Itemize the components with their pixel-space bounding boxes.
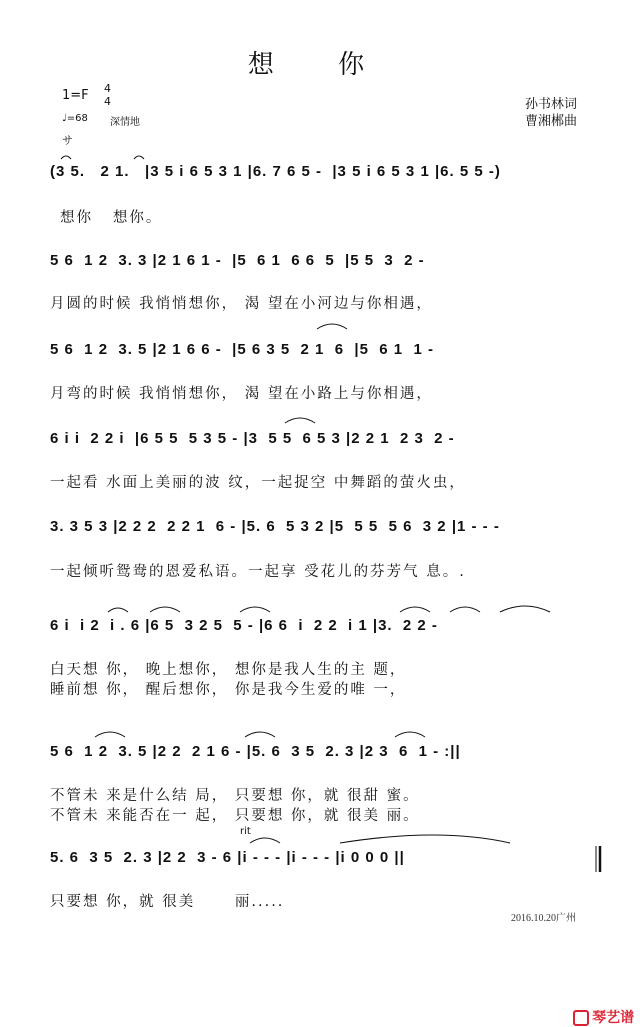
slur — [240, 607, 270, 612]
notation-line-4: 6 i i 2 2 i |6 5 5 5 3 5 - |3 5 5 6 5 3 |2 2 1 2 3 2 - — [50, 430, 455, 447]
notation-line-1: (3 5. 2 1. |3 5 i 6 5 3 1 |6. 7 6 5 - |3 5 i 6 5 3 1 |6. 5 5 -) — [50, 163, 501, 180]
time-signature-top: 4 — [104, 82, 111, 95]
notation-line-3: 5 6 1 2 3. 5 |2 1 6 6 - |5 6 3 5 2 1 6 |5 6 1 1 - — [50, 341, 434, 358]
slur — [400, 607, 430, 612]
lyric-line-3: 月弯的时候 我悄悄想你， 渴 望在小路上与你相遇， — [50, 386, 433, 402]
slur — [285, 418, 315, 423]
slur — [395, 732, 425, 737]
lyric-line-6a: 白天想 你， 晚上想你， 想你是我人生的主 题， — [50, 662, 407, 678]
watermark-text: 琴艺谱 — [592, 1010, 635, 1026]
lyric-line-7b: 不管未 来能否在一 起， 只要想 你，就 很美 丽。 — [50, 808, 420, 824]
slur — [340, 835, 510, 843]
slur — [108, 608, 128, 612]
slur — [317, 324, 347, 329]
fermata-arc — [61, 156, 71, 159]
slur — [500, 606, 550, 612]
slur — [450, 607, 480, 612]
notation-line-6: 6 i i 2 i . 6 |6 5 3 2 5 5 - |6 6 i 2 2 i 1 |3. 2 2 - — [50, 617, 438, 634]
notation-line-5: 3. 3 5 3 |2 2 2 2 2 1 6 - |5. 6 5 3 2 |5 5 5 5 6 3 2 |1 - - - — [50, 518, 500, 535]
slur — [250, 838, 280, 843]
lyric-line-7a: 不管未 来是什么结 局， 只要想 你，就 很甜 蜜。 — [50, 788, 420, 804]
composer-credit: 曹湘郴曲 — [525, 114, 578, 129]
notation-line-8: 5. 6 3 5 2. 3 |2 2 3 - 6 |i - - - |i - - - |i 0 0 0 || — [50, 849, 405, 866]
notation-line-2: 5 6 1 2 3. 3 |2 1 6 1 - |5 6 1 6 6 5 |5 5 3 2 - — [50, 252, 425, 269]
song-title: 想 你 — [247, 50, 393, 80]
slur — [245, 732, 275, 737]
lyric-line-5: 一起倾听鸳鸯的恩爱私语。一起享 受花儿的芬芳气 息。. — [50, 564, 466, 580]
time-signature-bottom: 4 — [104, 95, 111, 108]
notation-line-7: 5 6 1 2 3. 5 |2 2 2 1 6 - |5. 6 3 5 2. 3 |2 3 6 1 - :|| — [50, 743, 461, 760]
slur — [95, 732, 125, 737]
lyric-line-8: 只要想 你，就 很美 丽..... — [50, 894, 285, 910]
lyric-line-4: 一起看 水面上美丽的波 纹，一起捉空 中舞蹈的萤火虫， — [50, 475, 466, 491]
free-tempo-mark: サ — [62, 134, 73, 147]
lyric-line-2: 月圆的时候 我悄悄想你， 渴 望在小河边与你相遇， — [50, 296, 433, 312]
expression-mark: 深情地 — [110, 117, 140, 128]
date-place: 2016.10.20广州 — [511, 913, 576, 924]
key-signature: 1=F — [62, 88, 89, 103]
slur — [150, 607, 180, 612]
tempo-mark: ♩=68 — [62, 113, 88, 124]
lyric-line-6b: 睡前想 你， 醒后想你， 你是我今生爱的唯 一， — [50, 682, 407, 698]
ritardando-mark: rit — [240, 826, 251, 837]
lyricist-credit: 孙书林词 — [525, 97, 578, 112]
fermata-arc — [134, 156, 144, 159]
lyric-line-1: 想你 想你。 — [60, 210, 163, 226]
